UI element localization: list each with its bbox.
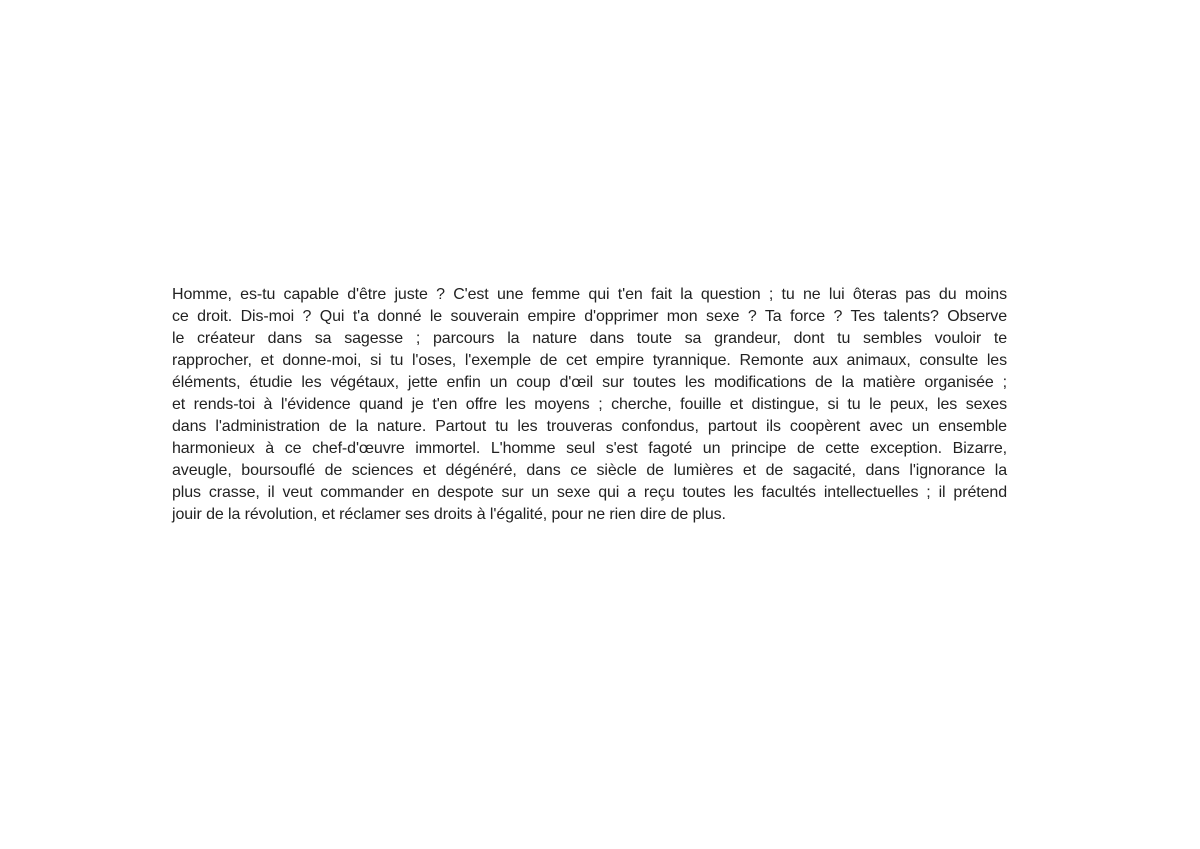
- paragraph-line: Homme, es-tu capable d'être juste ? C'est une femme qui t'en fait la question ; tu ne lui ôteras pas du moins: [172, 286, 1007, 303]
- paragraph-line: dans l'administration de la nature. Partout tu les trouveras confondus, partout ils coopèrent avec un ensemble: [172, 418, 1007, 435]
- paragraph-line: le créateur dans sa sagesse ; parcours la nature dans toute sa grandeur, dont tu sembles vouloir te: [172, 330, 1007, 347]
- paragraph-line: rapprocher, et donne-moi, si tu l'oses, l'exemple de cet empire tyrannique. Remonte aux animaux, consulte les: [172, 352, 1007, 369]
- body-paragraph: [172, 284, 1007, 526]
- paragraph-line: jouir de la révolution, et réclamer ses droits à l'égalité, pour ne rien dire de plus.: [172, 506, 726, 523]
- paragraph-line: et rends-toi à l'évidence quand je t'en offre les moyens ; cherche, fouille et distingue, si tu le peux, les sexes: [172, 396, 1007, 413]
- paragraph-line: harmonieux à ce chef-d'œuvre immortel. L'homme seul s'est fagoté un principe de cette exception. Bizarre,: [172, 440, 1007, 457]
- paragraph-line: aveugle, boursouflé de sciences et dégénéré, dans ce siècle de lumières et de sagacité, dans l'ignorance la: [172, 462, 1007, 479]
- paragraph-line: plus crasse, il veut commander en despote sur un sexe qui a reçu toutes les facultés intellectuelles ; il prétend: [172, 484, 1007, 501]
- paragraph-line: ce droit. Dis-moi ? Qui t'a donné le souverain empire d'opprimer mon sexe ? Ta force ? Tes talents? Observe: [172, 308, 1007, 325]
- paragraph-line: éléments, étudie les végétaux, jette enfin un coup d'œil sur toutes les modifications de la matière organisée ;: [172, 374, 1007, 391]
